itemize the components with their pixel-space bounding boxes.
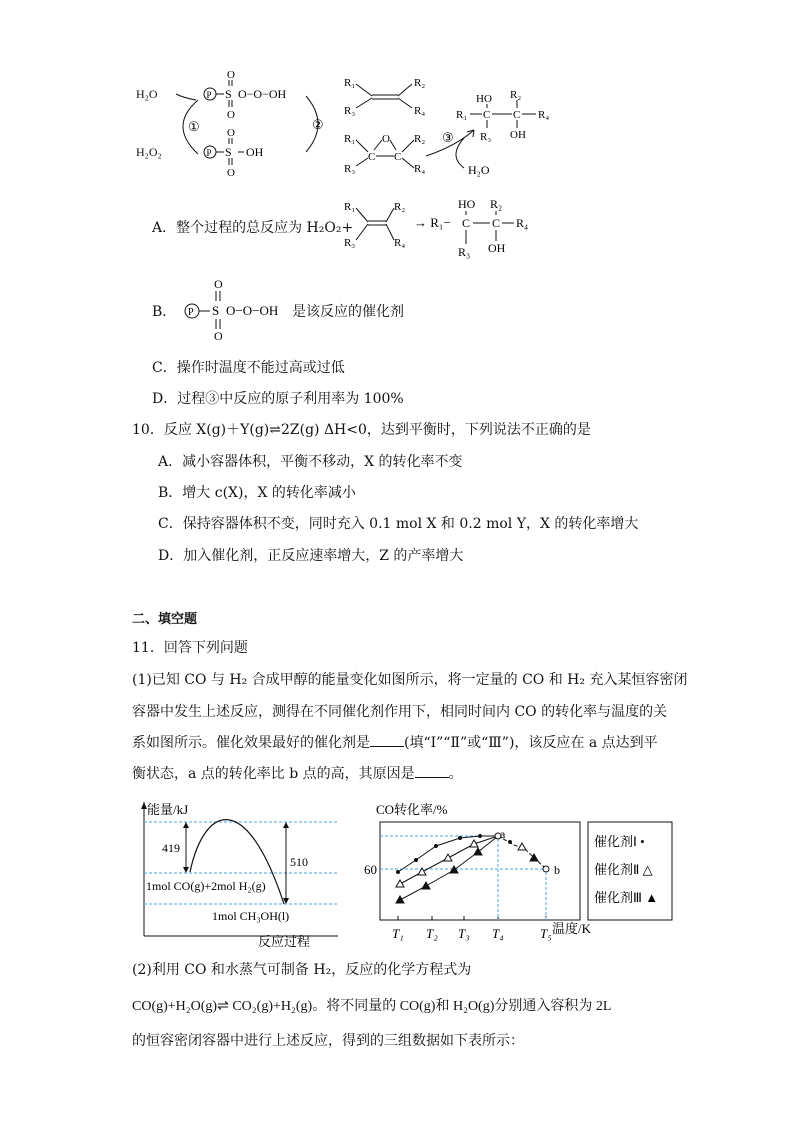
epoxide-o: O xyxy=(382,133,390,145)
diol-c2: C xyxy=(513,109,521,121)
h2o-label: H₂O xyxy=(136,87,158,101)
q9-option-c: C．操作时温度不能过高或过低 xyxy=(152,360,345,376)
equilibrium-point-dot xyxy=(508,840,512,844)
q9-option-b-suffix: 是该反应的催化剂 xyxy=(292,304,404,320)
diol-c1: C xyxy=(483,109,491,121)
epoxide-r4: R₄ xyxy=(414,163,426,175)
series-1-point xyxy=(478,834,482,838)
co-conversion-chart xyxy=(356,800,676,950)
series-1-point xyxy=(458,836,462,840)
opta-diol-r3: R₃ xyxy=(458,245,471,259)
q11-p1-line4b: 。 xyxy=(448,766,463,782)
q10-stem: 10．反应 X(g)＋Y(g)⇌2Z(g) ΔH<0，达到平衡时，下列说法不正确的是 xyxy=(132,422,591,438)
opta-arrow: → R₁− xyxy=(414,215,451,230)
step3-label: ③ xyxy=(442,130,454,145)
answer-blank-2[interactable] xyxy=(415,765,449,778)
diol-r3: R₃ xyxy=(480,131,492,143)
q10-option-d: D．加入催化剂，正反应速率增大，Z 的产率增大 xyxy=(158,548,464,564)
diol-ho: HO xyxy=(476,93,492,105)
step1-label: ① xyxy=(188,119,200,134)
q11-p2-equation: CO(g)+H₂O(g)⇌ CO₂(g)+H₂(g)。将不同量的 CO(g)和 H₂O(g)分别通入容积为 2L xyxy=(132,999,612,1014)
series-3-point xyxy=(422,882,430,889)
p-symbol-2: P xyxy=(206,148,212,158)
series-1-point xyxy=(434,844,438,848)
series-2-point xyxy=(396,880,404,887)
q9-option-a xyxy=(152,218,353,238)
energy-ylabel: 能量/kJ xyxy=(147,802,189,817)
q9-option-b-structure xyxy=(180,274,292,344)
series-3-line xyxy=(400,836,498,900)
q11-p1-line3a: 系如图所示。催化效果最好的催化剂是 xyxy=(132,735,370,751)
chart-xtick: T₃ xyxy=(458,926,470,941)
energy-xlabel: 反应过程 xyxy=(258,934,311,948)
q10-option-c: C．保持容器体积不变，同时充入 0.1 mol X 和 0.2 mol Y，X 的转化率增大 xyxy=(158,516,639,532)
alkene-r3: R₃ xyxy=(344,105,356,117)
diol-r1: R₁ xyxy=(456,109,468,121)
series-3-point xyxy=(474,848,482,855)
q11-p1-line3b: (填“Ⅰ”“Ⅱ”或“Ⅲ”)，该反应在 a 点达到平 xyxy=(404,735,658,751)
chart-xtick: T₂ xyxy=(426,926,438,941)
opta-alkene-r3: R₃ xyxy=(344,237,356,249)
energy-diagram xyxy=(134,796,350,948)
opta-diol-c1: C xyxy=(462,216,471,230)
energy-product-label: 1mol CH₃OH(l) xyxy=(212,909,290,923)
epoxide-c1: C xyxy=(368,151,376,163)
series-1-point xyxy=(414,858,418,862)
step2-label: ② xyxy=(312,117,324,132)
s-top: S xyxy=(225,87,232,101)
optb-p: P xyxy=(188,307,194,318)
optb-ooh: O−O−OH xyxy=(226,303,279,318)
diol-r4: R₄ xyxy=(538,109,550,121)
opta-alkene-r1: R₁ xyxy=(344,201,356,213)
q9-option-b-prefix: B． xyxy=(152,304,177,320)
chart-point-a-label: a xyxy=(500,827,506,841)
section-title: 二、填空题 xyxy=(132,612,198,627)
q11-p1-line2: 容器中发生上述反应，测得在不同催化剂作用下，相同时间内 CO 的转化率与温度的关 xyxy=(132,704,668,720)
epoxide-r1: R₁ xyxy=(344,133,356,145)
q9-option-a-structures xyxy=(340,196,550,260)
p-symbol: P xyxy=(206,90,212,100)
alkene-r4: R₄ xyxy=(414,105,426,117)
series-2-point xyxy=(418,868,426,875)
chart-xtick: T₄ xyxy=(492,926,504,941)
o-bot1: O xyxy=(227,127,235,139)
q9-option-a-text: A．整个过程的总反应为 H₂O₂+ xyxy=(152,220,354,236)
q11-p2-line1: (2)利用 CO 和水蒸气可制备 H₂，反应的化学方程式为 xyxy=(132,962,472,978)
energy-reactants-label: 1mol CO(g)+2mol H₂(g) xyxy=(146,879,266,893)
q11-p1-line4 xyxy=(132,764,463,784)
answer-blank-1[interactable] xyxy=(370,734,404,747)
q11-stem: 11．回答下列问题 xyxy=(132,640,248,656)
optb-o2: O xyxy=(214,329,223,343)
alkene-r1: R₁ xyxy=(344,77,356,89)
q11-p1-line3 xyxy=(132,733,658,753)
diol-oh: OH xyxy=(510,129,526,141)
water-out-label: H₂O xyxy=(468,163,490,177)
q11-p2-line3: 的恒容密闭容器中进行上述反应，得到的三组数据如下表所示： xyxy=(132,1033,524,1049)
series-2-point xyxy=(444,854,452,861)
chart-ytick-60: 60 xyxy=(364,862,377,877)
legend-catalyst-2: 催化剂Ⅱ △ xyxy=(594,862,653,877)
o-top2: O xyxy=(227,109,235,121)
reaction-mechanism-diagram xyxy=(130,60,570,185)
q10-option-a: A．减小容器体积，平衡不移动，X 的转化率不变 xyxy=(158,454,463,470)
epoxide-c2: C xyxy=(394,151,402,163)
legend-catalyst-3: 催化剂Ⅲ ▲ xyxy=(594,890,659,905)
oh-bottom: OH xyxy=(246,145,264,159)
alkene-r2: R₂ xyxy=(414,77,426,89)
chart-xlabel: 温度/K xyxy=(552,921,592,936)
q9-option-b xyxy=(152,302,176,322)
opta-diol-c2: C xyxy=(492,216,501,230)
point-b-marker xyxy=(543,866,549,872)
epoxide-r3: R₃ xyxy=(344,163,356,175)
epoxide-r2: R₂ xyxy=(414,133,426,145)
chart-point-b-label: b xyxy=(554,863,560,877)
s-bottom: S xyxy=(225,145,232,159)
energy-val-510: 510 xyxy=(290,855,308,869)
opta-diol-oh: OH xyxy=(488,241,506,255)
o-top1: O xyxy=(227,69,235,81)
equilibrium-point-open-tri xyxy=(518,843,526,850)
q11-p1-line1: (1)已知 CO 与 H₂ 合成甲醇的能量变化如图所示，将一定量的 CO 和 H₂ 充入某恒容密闭 xyxy=(132,672,688,688)
series-3-point xyxy=(396,896,404,903)
legend-catalyst-1: 催化剂Ⅰ • xyxy=(594,834,645,849)
optb-s: S xyxy=(212,303,220,318)
q9-option-d: D．过程③中反应的原子利用率为 100% xyxy=(152,391,404,407)
ooh-label: O−O−OH xyxy=(238,87,287,101)
chart-xtick: T₅ xyxy=(540,926,552,941)
series-1-point xyxy=(396,870,400,874)
opta-diol-ho: HO xyxy=(458,197,476,211)
opta-diol-r4: R₄ xyxy=(516,216,529,230)
h2o2-label: H₂O₂ xyxy=(136,145,162,159)
opta-alkene-r2: R₂ xyxy=(394,201,406,213)
opta-alkene-r4: R₄ xyxy=(394,237,406,249)
q11-p1-line4a: 衡状态，a 点的转化率比 b 点的高，其原因是 xyxy=(132,766,415,782)
q10-option-b: B．增大 c(X)，X 的转化率减小 xyxy=(158,485,356,501)
o-bot2: O xyxy=(227,167,235,179)
energy-val-419: 419 xyxy=(162,841,180,855)
diol-r2: R₂ xyxy=(510,89,522,101)
chart-xtick: T₁ xyxy=(392,926,404,941)
opta-diol-r2: R₂ xyxy=(490,197,503,211)
optb-o1: O xyxy=(214,277,223,291)
chart-ylabel: CO转化率/% xyxy=(376,802,448,817)
